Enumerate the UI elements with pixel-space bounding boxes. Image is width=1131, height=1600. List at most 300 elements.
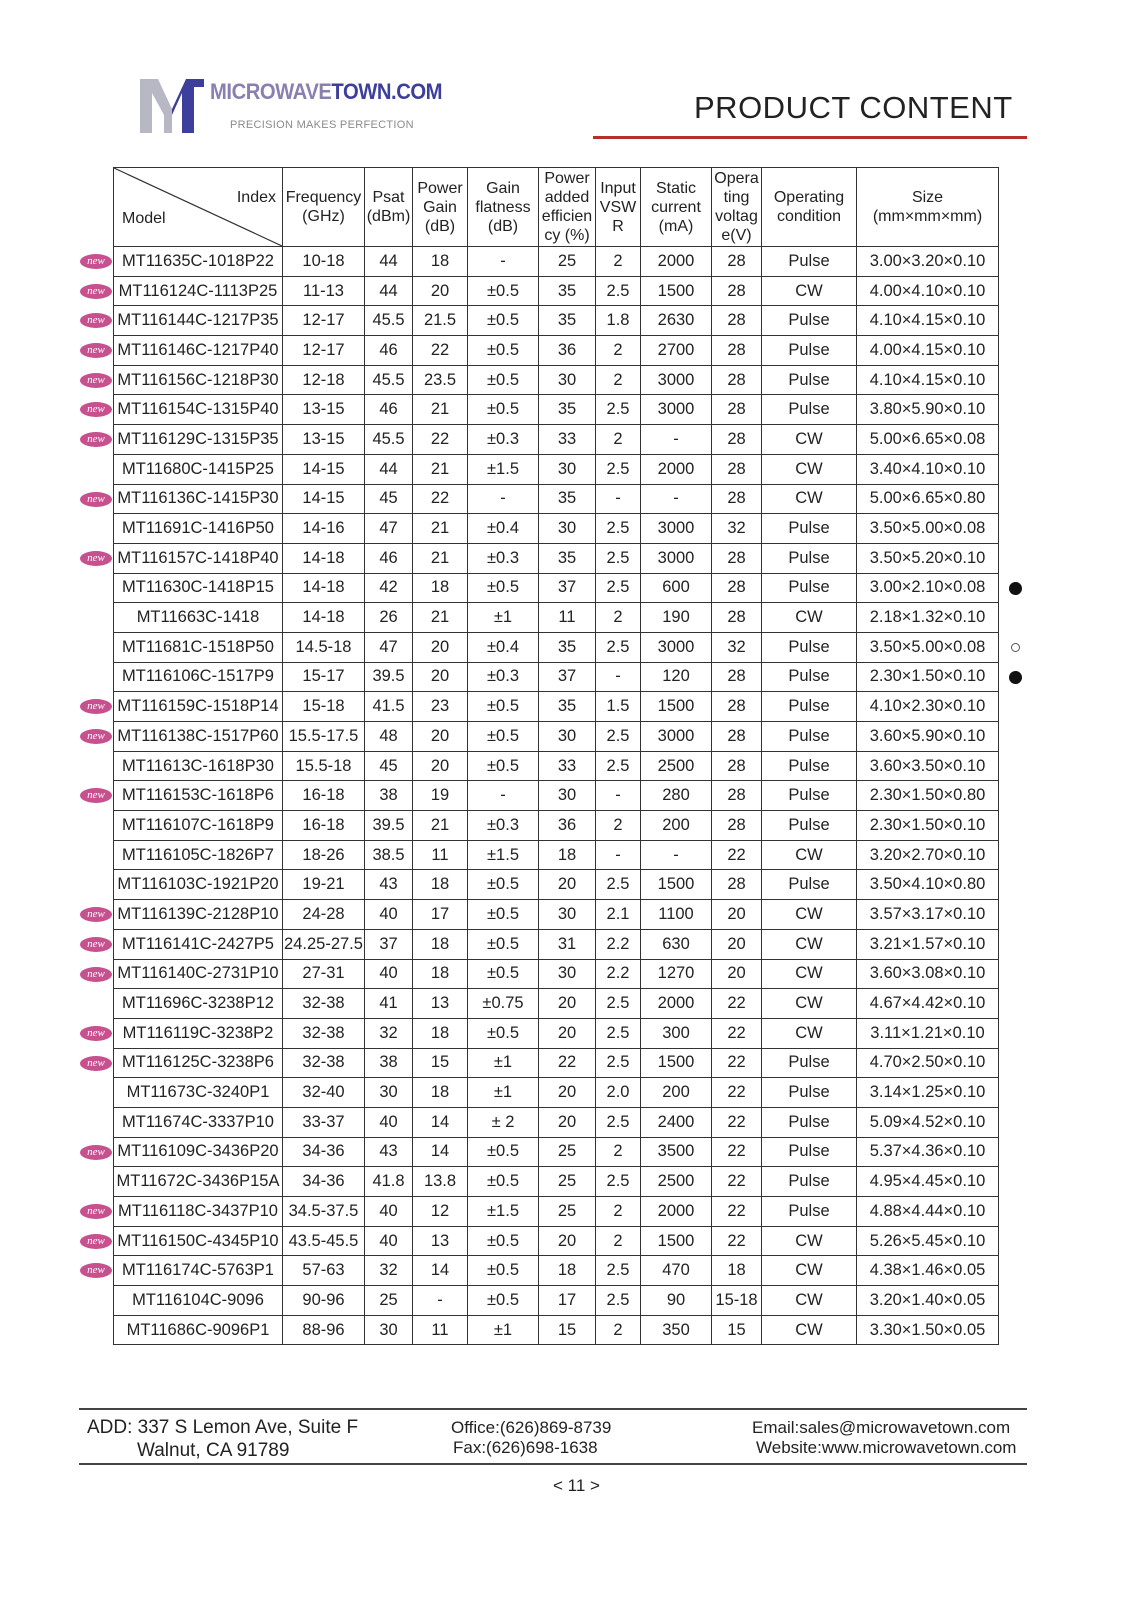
cell-power-gain: 18 [413,929,468,959]
cell-size: 3.21×1.57×0.10 [857,929,999,959]
cell-size: 3.50×5.20×0.10 [857,543,999,573]
new-badge: new [80,432,112,447]
table-row [114,543,999,573]
cell-static-current: 2630 [641,306,712,336]
cell-pae: 25 [539,1167,596,1197]
cell-frequency: 15-18 [283,692,365,722]
cell-gain-flatness: ± 2 [468,1107,539,1137]
cell-pae: 22 [539,1048,596,1078]
cell-power-gain: 21 [413,395,468,425]
cell-operating-condition: CW [762,454,857,484]
cell-input-vswr: 2.5 [596,870,641,900]
cell-frequency: 24.25-27.5 [283,929,365,959]
cell-frequency: 16-18 [283,811,365,841]
cell-operating-condition: Pulse [762,870,857,900]
cell-static-current: 2000 [641,454,712,484]
cell-model: MT11672C-3436P15A [114,1167,283,1197]
cell-power-gain: 14 [413,1107,468,1137]
cell-size: 3.11×1.21×0.10 [857,1018,999,1048]
cell-power-gain: 21 [413,603,468,633]
cell-static-current: 1100 [641,900,712,930]
cell-frequency: 18-26 [283,840,365,870]
cell-input-vswr: 2.5 [596,1167,641,1197]
cell-frequency: 19-21 [283,870,365,900]
cell-gain-flatness: ±0.3 [468,662,539,692]
cell-input-vswr: 2 [596,425,641,455]
cell-pae: 35 [539,543,596,573]
header-power-gain: Power Gain (dB) [413,168,468,247]
table-row [114,336,999,366]
cell-operating-condition: Pulse [762,543,857,573]
brand-mark-icon [138,75,208,135]
cell-power-gain: 21.5 [413,306,468,336]
cell-size: 3.40×4.10×0.10 [857,454,999,484]
cell-gain-flatness: ±1 [468,1315,539,1345]
cell-pae: 31 [539,929,596,959]
cell-operating-voltage: 20 [712,929,762,959]
cell-frequency: 34-36 [283,1137,365,1167]
cell-gain-flatness: ±0.5 [468,959,539,989]
cell-power-gain: 21 [413,514,468,544]
cell-pae: 36 [539,811,596,841]
cell-gain-flatness: ±1 [468,1078,539,1108]
table-row [114,1226,999,1256]
cell-pae: 30 [539,959,596,989]
cell-psat: 48 [365,722,413,752]
cell-input-vswr: 2.0 [596,1078,641,1108]
cell-model: MT11680C-1415P25 [114,454,283,484]
cell-model: MT116146C-1217P40 [114,336,283,366]
cell-static-current: 630 [641,929,712,959]
cell-pae: 35 [539,692,596,722]
cell-operating-voltage: 15 [712,1315,762,1345]
cell-frequency: 14-15 [283,484,365,514]
cell-static-current: 1500 [641,692,712,722]
cell-frequency: 34-36 [283,1167,365,1197]
cell-pae: 30 [539,781,596,811]
new-badge: new [80,1263,112,1278]
cell-power-gain: 15 [413,1048,468,1078]
cell-input-vswr: 2.5 [596,1018,641,1048]
cell-frequency: 13-15 [283,425,365,455]
cell-power-gain: 18 [413,247,468,277]
cell-operating-voltage: 28 [712,811,762,841]
cell-model: MT11630C-1418P15 [114,573,283,603]
cell-operating-condition: CW [762,959,857,989]
cell-input-vswr: 2 [596,811,641,841]
cell-psat: 45.5 [365,365,413,395]
cell-model: MT116109C-3436P20 [114,1137,283,1167]
cell-pae: 30 [539,454,596,484]
cell-static-current: 200 [641,811,712,841]
table-row [114,781,999,811]
cell-psat: 43 [365,1137,413,1167]
cell-size: 3.60×3.50×0.10 [857,751,999,781]
cell-model: MT116118C-3437P10 [114,1197,283,1227]
cell-psat: 38 [365,781,413,811]
cell-static-current: 2000 [641,1197,712,1227]
cell-pae: 30 [539,722,596,752]
cell-frequency: 27-31 [283,959,365,989]
cell-pae: 37 [539,662,596,692]
cell-psat: 41.8 [365,1167,413,1197]
cell-power-gain: - [413,1286,468,1316]
cell-frequency: 34.5-37.5 [283,1197,365,1227]
header-index-label: Index [236,189,276,206]
cell-model: MT116104C-9096 [114,1286,283,1316]
new-badge: new [80,699,112,714]
cell-operating-condition: CW [762,1286,857,1316]
cell-static-current: 200 [641,1078,712,1108]
cell-psat: 44 [365,247,413,277]
cell-operating-voltage: 28 [712,484,762,514]
cell-model: MT11686C-9096P1 [114,1315,283,1345]
cell-operating-condition: Pulse [762,722,857,752]
cell-size: 5.00×6.65×0.08 [857,425,999,455]
table-row [114,900,999,930]
cell-pae: 35 [539,395,596,425]
table-row [114,692,999,722]
cell-operating-voltage: 28 [712,781,762,811]
cell-frequency: 32-38 [283,989,365,1019]
cell-psat: 39.5 [365,662,413,692]
cell-gain-flatness: ±0.5 [468,751,539,781]
cell-pae: 25 [539,1137,596,1167]
cell-operating-condition: CW [762,1256,857,1286]
cell-pae: 15 [539,1315,596,1345]
cell-operating-condition: Pulse [762,1078,857,1108]
cell-input-vswr: 2.5 [596,573,641,603]
cell-size: 3.30×1.50×0.05 [857,1315,999,1345]
cell-static-current: 3000 [641,365,712,395]
cell-gain-flatness: ±0.5 [468,692,539,722]
cell-operating-condition: CW [762,1018,857,1048]
cell-gain-flatness: ±0.5 [468,306,539,336]
cell-operating-condition: Pulse [762,1167,857,1197]
cell-frequency: 14-15 [283,454,365,484]
cell-operating-condition: CW [762,989,857,1019]
cell-operating-voltage: 28 [712,543,762,573]
cell-power-gain: 14 [413,1137,468,1167]
cell-input-vswr: 2 [596,1137,641,1167]
page-number: < 11 > [553,1476,600,1495]
cell-power-gain: 22 [413,336,468,366]
cell-operating-voltage: 28 [712,662,762,692]
cell-operating-condition: CW [762,276,857,306]
cell-static-current: 120 [641,662,712,692]
cell-power-gain: 19 [413,781,468,811]
cell-psat: 45 [365,751,413,781]
cell-frequency: 14-18 [283,573,365,603]
cell-gain-flatness: ±0.5 [468,573,539,603]
cell-input-vswr: 2.5 [596,1286,641,1316]
cell-frequency: 14.5-18 [283,632,365,662]
header-psat: Psat (dBm) [365,168,413,247]
table-row [114,395,999,425]
cell-size: 3.60×3.08×0.10 [857,959,999,989]
cell-operating-condition: Pulse [762,1107,857,1137]
cell-input-vswr: 2 [596,365,641,395]
cell-input-vswr: 2.5 [596,989,641,1019]
cell-frequency: 14-16 [283,514,365,544]
table-row [114,603,999,633]
table-row [114,959,999,989]
cell-input-vswr: 1.8 [596,306,641,336]
cell-operating-condition: CW [762,929,857,959]
cell-size: 3.80×5.90×0.10 [857,395,999,425]
cell-static-current: 1500 [641,1048,712,1078]
cell-operating-voltage: 20 [712,900,762,930]
cell-static-current: 1270 [641,959,712,989]
table-row [114,722,999,752]
cell-operating-condition: Pulse [762,751,857,781]
cell-model: MT116154C-1315P40 [114,395,283,425]
cell-operating-condition: Pulse [762,336,857,366]
cell-power-gain: 20 [413,662,468,692]
new-badge: new [80,373,112,388]
new-badge: new [80,788,112,803]
cell-size: 3.20×2.70×0.10 [857,840,999,870]
cell-input-vswr: 2.5 [596,632,641,662]
cell-pae: 35 [539,276,596,306]
cell-psat: 45.5 [365,306,413,336]
cell-input-vswr: 2 [596,1226,641,1256]
cell-pae: 33 [539,425,596,455]
cell-power-gain: 17 [413,900,468,930]
filled-bullet-icon [1009,671,1022,684]
cell-operating-condition: CW [762,1226,857,1256]
table-row [114,425,999,455]
cell-model: MT11696C-3238P12 [114,989,283,1019]
cell-gain-flatness: ±0.5 [468,1256,539,1286]
cell-size: 5.37×4.36×0.10 [857,1137,999,1167]
cell-operating-voltage: 22 [712,1018,762,1048]
cell-model: MT116129C-1315P35 [114,425,283,455]
cell-operating-condition: Pulse [762,811,857,841]
cell-power-gain: 20 [413,722,468,752]
cell-input-vswr: 2.5 [596,395,641,425]
cell-gain-flatness: - [468,247,539,277]
cell-operating-condition: Pulse [762,662,857,692]
new-badge: new [80,1234,112,1249]
cell-psat: 46 [365,543,413,573]
new-badge: new [80,1145,112,1160]
cell-psat: 44 [365,276,413,306]
cell-static-current: 3000 [641,514,712,544]
header-frequency: Frequency (GHz) [283,168,365,247]
cell-input-vswr: - [596,781,641,811]
cell-input-vswr: 2.5 [596,722,641,752]
cell-psat: 47 [365,632,413,662]
table-row [114,514,999,544]
cell-frequency: 12-17 [283,336,365,366]
cell-psat: 30 [365,1315,413,1345]
cell-power-gain: 14 [413,1256,468,1286]
new-badge: new [80,729,112,744]
cell-operating-voltage: 22 [712,1107,762,1137]
cell-operating-voltage: 28 [712,306,762,336]
cell-pae: 20 [539,1078,596,1108]
cell-gain-flatness: ±0.3 [468,543,539,573]
cell-frequency: 32-38 [283,1018,365,1048]
cell-size: 2.30×1.50×0.10 [857,662,999,692]
cell-static-current: 3000 [641,632,712,662]
new-badge: new [80,402,112,417]
cell-pae: 37 [539,573,596,603]
cell-pae: 30 [539,365,596,395]
cell-input-vswr: 2 [596,603,641,633]
cell-input-vswr: 2.2 [596,959,641,989]
header-size: Size (mm×mm×mm) [857,168,999,247]
cell-frequency: 10-18 [283,247,365,277]
cell-frequency: 90-96 [283,1286,365,1316]
cell-power-gain: 21 [413,543,468,573]
cell-input-vswr: 2.5 [596,514,641,544]
cell-input-vswr: 2.5 [596,1048,641,1078]
cell-size: 4.38×1.46×0.05 [857,1256,999,1286]
cell-gain-flatness: ±0.4 [468,632,539,662]
cell-frequency: 15.5-18 [283,751,365,781]
table-row [114,1315,999,1345]
cell-pae: 20 [539,870,596,900]
cell-operating-condition: Pulse [762,632,857,662]
cell-psat: 46 [365,395,413,425]
cell-psat: 43 [365,870,413,900]
cell-input-vswr: 2.5 [596,751,641,781]
cell-power-gain: 20 [413,751,468,781]
table-row [114,929,999,959]
cell-operating-condition: CW [762,900,857,930]
cell-gain-flatness: ±0.5 [468,276,539,306]
cell-static-current: 2000 [641,989,712,1019]
cell-gain-flatness: ±0.5 [468,1018,539,1048]
cell-psat: 40 [365,1197,413,1227]
cell-operating-condition: Pulse [762,247,857,277]
cell-operating-voltage: 28 [712,247,762,277]
cell-pae: 30 [539,514,596,544]
cell-psat: 26 [365,603,413,633]
cell-gain-flatness: ±0.3 [468,811,539,841]
cell-operating-condition: Pulse [762,1197,857,1227]
table-row [114,306,999,336]
cell-power-gain: 21 [413,454,468,484]
cell-static-current: 3500 [641,1137,712,1167]
table-body [114,247,999,1345]
cell-psat: 42 [365,573,413,603]
cell-model: MT116150C-4345P10 [114,1226,283,1256]
cell-input-vswr: 2.1 [596,900,641,930]
cell-input-vswr: - [596,484,641,514]
cell-size: 3.20×1.40×0.05 [857,1286,999,1316]
cell-operating-voltage: 20 [712,959,762,989]
cell-model: MT116136C-1415P30 [114,484,283,514]
cell-frequency: 12-18 [283,365,365,395]
footer-rule-top [79,1408,1027,1410]
cell-operating-condition: CW [762,484,857,514]
new-badge: new [80,551,112,566]
new-badge: new [80,907,112,922]
cell-frequency: 13-15 [283,395,365,425]
cell-gain-flatness: ±0.5 [468,395,539,425]
brand-tagline: PRECISION MAKES PERFECTION [230,119,414,131]
footer-address-line1: ADD: 337 S Lemon Ave, Suite F [87,1417,359,1438]
new-badge: new [80,284,112,299]
cell-operating-condition: Pulse [762,306,857,336]
cell-size: 3.14×1.25×0.10 [857,1078,999,1108]
cell-frequency: 11-13 [283,276,365,306]
cell-static-current: 90 [641,1286,712,1316]
cell-psat: 40 [365,1226,413,1256]
cell-operating-condition: Pulse [762,692,857,722]
footer-fax: Fax:(626)698-1638 [453,1438,598,1457]
title-underline [593,136,1027,139]
cell-model: MT116124C-1113P25 [114,276,283,306]
cell-power-gain: 20 [413,632,468,662]
new-badge: new [80,492,112,507]
cell-pae: 20 [539,1018,596,1048]
cell-input-vswr: 2 [596,1197,641,1227]
cell-static-current: 3000 [641,543,712,573]
cell-static-current: 470 [641,1256,712,1286]
cell-size: 3.50×5.00×0.08 [857,514,999,544]
new-badge: new [80,1026,112,1041]
cell-pae: 20 [539,989,596,1019]
cell-model: MT116159C-1518P14 [114,692,283,722]
table-row [114,751,999,781]
table-header [114,168,999,247]
cell-operating-voltage: 28 [712,870,762,900]
cell-input-vswr: 2 [596,1315,641,1345]
cell-power-gain: 18 [413,1018,468,1048]
cell-operating-voltage: 22 [712,840,762,870]
table-row [114,662,999,692]
cell-operating-voltage: 28 [712,336,762,366]
cell-input-vswr: 2.5 [596,543,641,573]
cell-size: 4.70×2.50×0.10 [857,1048,999,1078]
cell-psat: 45.5 [365,425,413,455]
cell-model: MT11613C-1618P30 [114,751,283,781]
cell-model: MT116141C-2427P5 [114,929,283,959]
cell-operating-condition: Pulse [762,1137,857,1167]
cell-power-gain: 12 [413,1197,468,1227]
cell-size: 5.26×5.45×0.10 [857,1226,999,1256]
cell-input-vswr: 2.5 [596,1107,641,1137]
table-row [114,1078,999,1108]
page-title: PRODUCT CONTENT [694,90,1013,125]
brand-name: MICROWAVETOWN.COM [210,79,443,104]
cell-psat: 46 [365,336,413,366]
cell-pae: 20 [539,1226,596,1256]
cell-psat: 41 [365,989,413,1019]
product-table [113,167,999,1345]
cell-gain-flatness: ±0.5 [468,336,539,366]
cell-model: MT11635C-1018P22 [114,247,283,277]
new-badge: new [80,343,112,358]
cell-model: MT116106C-1517P9 [114,662,283,692]
cell-input-vswr: 2.5 [596,276,641,306]
table-row [114,1197,999,1227]
header-operating-condition: Operating condition [762,168,857,247]
cell-frequency: 12-17 [283,306,365,336]
cell-operating-voltage: 22 [712,1197,762,1227]
cell-pae: 35 [539,484,596,514]
cell-power-gain: 20 [413,276,468,306]
cell-operating-voltage: 32 [712,632,762,662]
cell-psat: 39.5 [365,811,413,841]
cell-model: MT116153C-1618P6 [114,781,283,811]
cell-operating-voltage: 28 [712,454,762,484]
cell-operating-condition: Pulse [762,514,857,544]
